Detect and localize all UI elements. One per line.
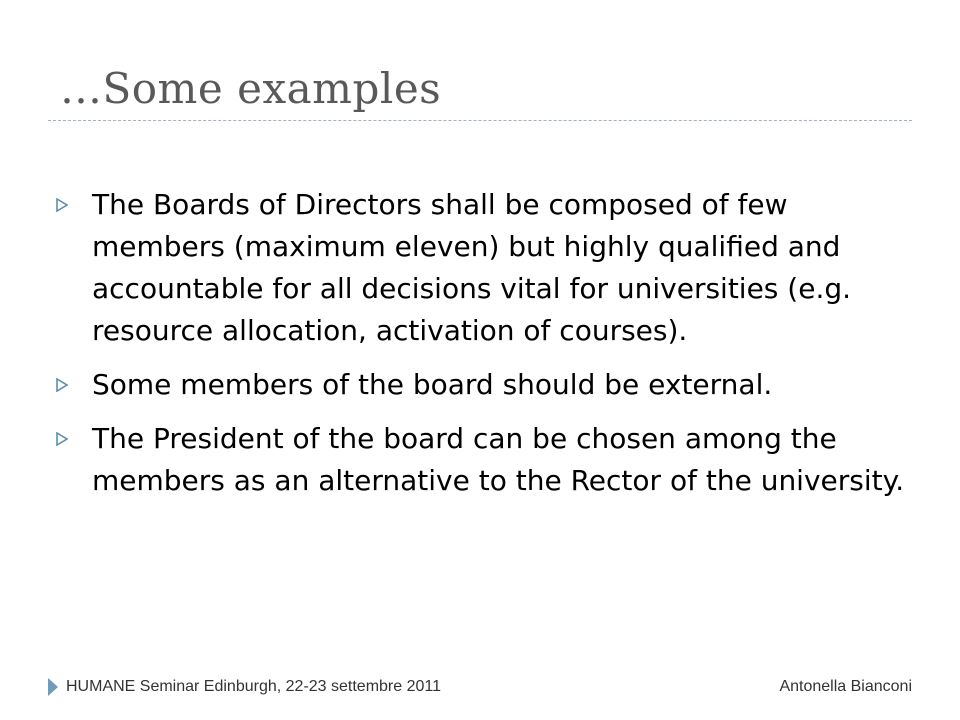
- slide-title: …Some examples: [60, 64, 442, 113]
- bullet-text: The President of the board can be chosen among the members as an alternative to the Rector of the university.: [92, 422, 905, 497]
- triangle-right-icon: [52, 184, 92, 226]
- bullet-text: The Boards of Directors shall be composed of few members (maximum eleven) but highly qualified and accountable for all decisions vital for universities (e.g. resource allocation, activation of courses).: [92, 188, 852, 347]
- bullet-list: [52, 184, 912, 514]
- title-divider: [48, 120, 912, 121]
- bullet-item: [52, 364, 912, 406]
- triangle-right-icon: [52, 418, 92, 460]
- footer: [46, 676, 912, 698]
- footer-author-text: Antonella Bianconi: [779, 678, 912, 695]
- bullet-item: [52, 418, 912, 502]
- footer-event-text: HUMANE Seminar Edinburgh, 22-23 settembre 2011: [66, 678, 441, 695]
- triangle-right-icon: [52, 364, 92, 406]
- bullet-item: [52, 184, 912, 352]
- footer-marker-icon: [46, 676, 60, 698]
- bullet-text: Some members of the board should be external.: [92, 368, 773, 401]
